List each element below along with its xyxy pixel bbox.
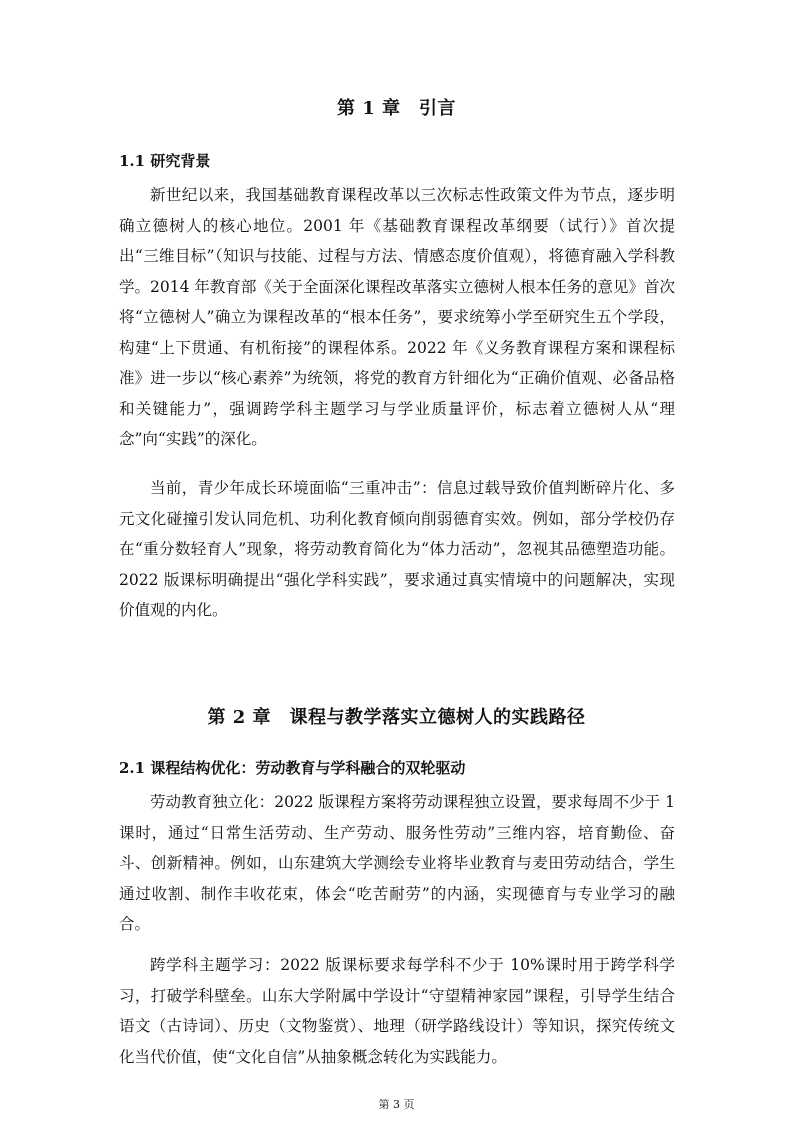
- page-number: 第 3 页: [378, 1098, 415, 1111]
- paragraph-research-background-2: 当前，青少年成长环境面临“三重冲击”：信息过载导致价值判断碎片化、多元文化碰撞引发认同危机、功利化教育倾向削弱德育实效。例如，部分学校仍存在“重分数轻育人”现象，将劳动教育简化为“体力活动”，忽视其品德塑造功能。2022 版课标明确提出“强化学科实践”，要求通过真实情境中的问题解决，实现价值观的内化。: [119, 479, 675, 619]
- chapter-2-title: 第 2 章 课程与教学落实立德树人的实践路径: [207, 707, 586, 728]
- section-1-1-title: 1.1 研究背景: [119, 152, 211, 170]
- paragraph-research-background-1: 新世纪以来，我国基础教育课程改革以三次标志性政策文件为节点，逐步明确立德树人的核心地位。2001 年《基础教育课程改革纲要（试行）》首次提出“三维目标”（知识与技能、过程与方法、情感态度价值观），将德育融入学科教学。2014 年教育部《关于全面深化课程改革落实立德树人根本任务的意见》首次将“立德树人”确立为课程改革的“根本任务”，要求统筹小学至研究生五个学段，构建“上下贯通、有机衔接”的课程体系。2022 年《义务教育课程方案和课程标准》进一步以“核心素养”为统领，将党的教育方针细化为“正确价值观、必备品格和关键能力”，强调跨学科主题学习与学业质量评价，标志着立德树人从“理念”向“实践”的深化。: [119, 186, 675, 448]
- section-2-1-title: 2.1 课程结构优化：劳动教育与学科融合的双轮驱动: [119, 759, 466, 777]
- chapter-1-title: 第 1 章 引言: [336, 98, 457, 119]
- paragraph-interdisciplinary-learning: 跨学科主题学习：2022 版课标要求每学科不少于 10%课时用于跨学科学习，打破学科壁垒。山东大学附属中学设计“守望精神家园”课程，引导学生结合语文（古诗词）、历史（文物鉴赏）、地理（研学路线设计）等知识，探究传统文化当代价值，使“文化自信”从抽象概念转化为实践能力。: [119, 956, 675, 1066]
- paragraph-labor-education: 劳动教育独立化：2022 版课程方案将劳动课程独立设置，要求每周不少于 1 课时，通过“日常生活劳动、生产劳动、服务性劳动”三维内容，培育勤俭、奋斗、创新精神。例如，山东建筑大学测绘专业将毕业教育与麦田劳动结合，学生通过收割、制作丰收花束，体会“吃苦耐劳”的内涵，实现德育与专业学习的融合。: [119, 793, 675, 933]
